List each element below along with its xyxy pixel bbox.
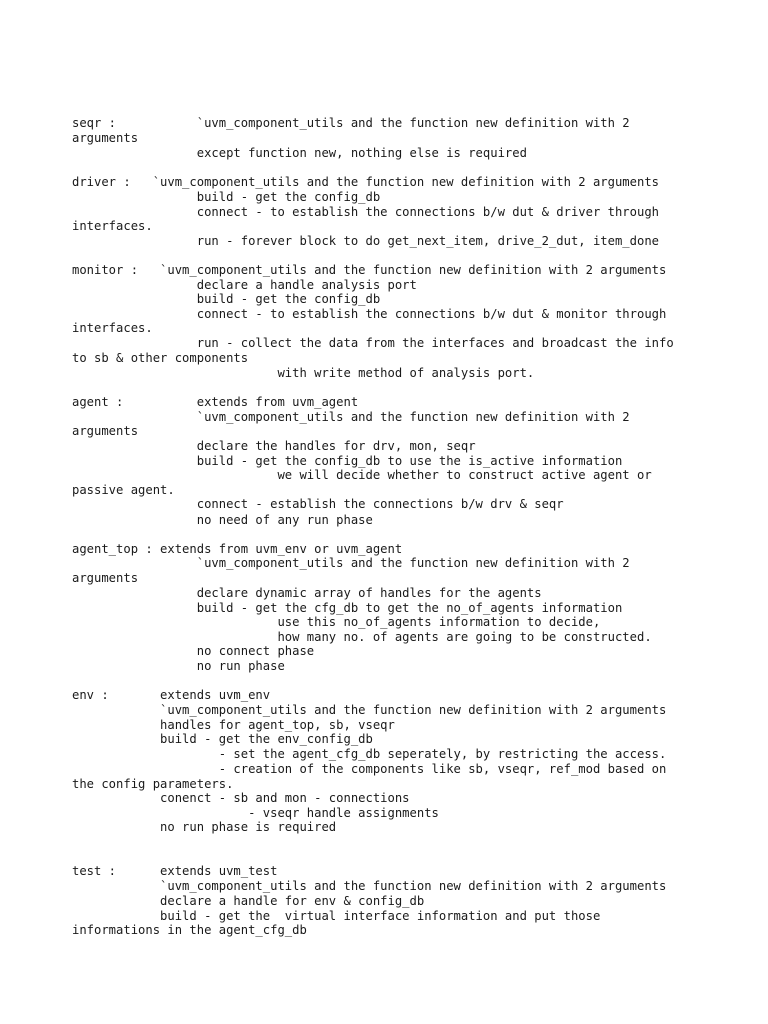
agent-top-line-6: use this no_of_agents information to decide, bbox=[72, 615, 601, 629]
driver-line-4: interfaces. bbox=[72, 219, 153, 233]
agent-line-8: connect - establish the connections b/w drv & seqr bbox=[72, 497, 564, 511]
env-line-2: `uvm_component_utils and the function new definition with 2 arguments bbox=[72, 703, 667, 717]
agent-top-line-5: build - get the cfg_db to get the no_of_agents information bbox=[72, 601, 623, 615]
monitor-line-3: build - get the config_db bbox=[72, 292, 381, 306]
driver-line-3: connect - to establish the connections b/w dut & driver through bbox=[72, 205, 659, 219]
seqr-line-1: seqr : `uvm_component_utils and the function new definition with 2 bbox=[72, 116, 630, 130]
env-line-1: env : extends uvm_env bbox=[72, 688, 271, 702]
env-line-6: - creation of the components like sb, vseqr, ref_mod based on bbox=[72, 762, 667, 776]
agent-top-line-2: `uvm_component_utils and the function new definition with 2 bbox=[72, 556, 630, 570]
agent-line-3: arguments bbox=[72, 424, 139, 438]
agent-line-6: we will decide whether to construct active agent or bbox=[72, 468, 652, 482]
agent-top-line-9: no run phase bbox=[72, 659, 285, 673]
driver-line-1: driver : `uvm_component_utils and the function new definition with 2 arguments bbox=[72, 175, 659, 189]
monitor-line-6: run - collect the data from the interfaces and broadcast the info bbox=[72, 336, 674, 350]
env-line-3: handles for agent_top, sb, vseqr bbox=[72, 718, 395, 732]
agent-top-line-7: how many no. of agents are going to be constructed. bbox=[72, 630, 652, 644]
agent-top-line-3: arguments bbox=[72, 571, 139, 585]
seqr-line-2: arguments bbox=[72, 131, 139, 145]
env-line-4: build - get the env_config_db bbox=[72, 732, 373, 746]
agent-top-line-4: declare dynamic array of handles for the agents bbox=[72, 586, 542, 600]
agent-line-2: `uvm_component_utils and the function new definition with 2 bbox=[72, 410, 630, 424]
agent-line-9: no need of any run phase bbox=[72, 513, 373, 527]
agent-line-1: agent : extends from uvm_agent bbox=[72, 395, 359, 409]
test-line-3: declare a handle for env & config_db bbox=[72, 894, 425, 908]
agent-line-5: build - get the config_db to use the is_active information bbox=[72, 454, 623, 468]
agent-line-7: passive agent. bbox=[72, 483, 175, 497]
agent-top-line-1: agent_top : extends from uvm_env or uvm_agent bbox=[72, 542, 403, 556]
monitor-line-4: connect - to establish the connections b/w dut & monitor through bbox=[72, 307, 667, 321]
env-line-8: conenct - sb and mon - connections bbox=[72, 791, 410, 805]
seqr-line-3: except function new, nothing else is required bbox=[72, 146, 527, 160]
agent-top-line-8: no connect phase bbox=[72, 644, 315, 658]
test-line-1: test : extends uvm_test bbox=[72, 864, 278, 878]
env-line-10: no run phase is required bbox=[72, 820, 337, 834]
monitor-line-5: interfaces. bbox=[72, 321, 153, 335]
env-line-5: - set the agent_cfg_db seperately, by restricting the access. bbox=[72, 747, 667, 761]
monitor-line-8: with write method of analysis port. bbox=[72, 366, 535, 380]
monitor-line-1: monitor : `uvm_component_utils and the function new definition with 2 arguments bbox=[72, 263, 667, 277]
test-line-5: informations in the agent_cfg_db bbox=[72, 923, 307, 937]
monitor-line-7: to sb & other components bbox=[72, 351, 249, 365]
test-line-2: `uvm_component_utils and the function new definition with 2 arguments bbox=[72, 879, 667, 893]
driver-line-5: run - forever block to do get_next_item, drive_2_dut, item_done bbox=[72, 234, 659, 248]
driver-line-2: build - get the config_db bbox=[72, 190, 381, 204]
test-line-4: build - get the virtual interface information and put those bbox=[72, 909, 601, 923]
env-line-7: the config parameters. bbox=[72, 777, 234, 791]
env-line-9: - vseqr handle assignments bbox=[72, 806, 439, 820]
agent-line-4: declare the handles for drv, mon, seqr bbox=[72, 439, 476, 453]
monitor-line-2: declare a handle analysis port bbox=[72, 278, 417, 292]
